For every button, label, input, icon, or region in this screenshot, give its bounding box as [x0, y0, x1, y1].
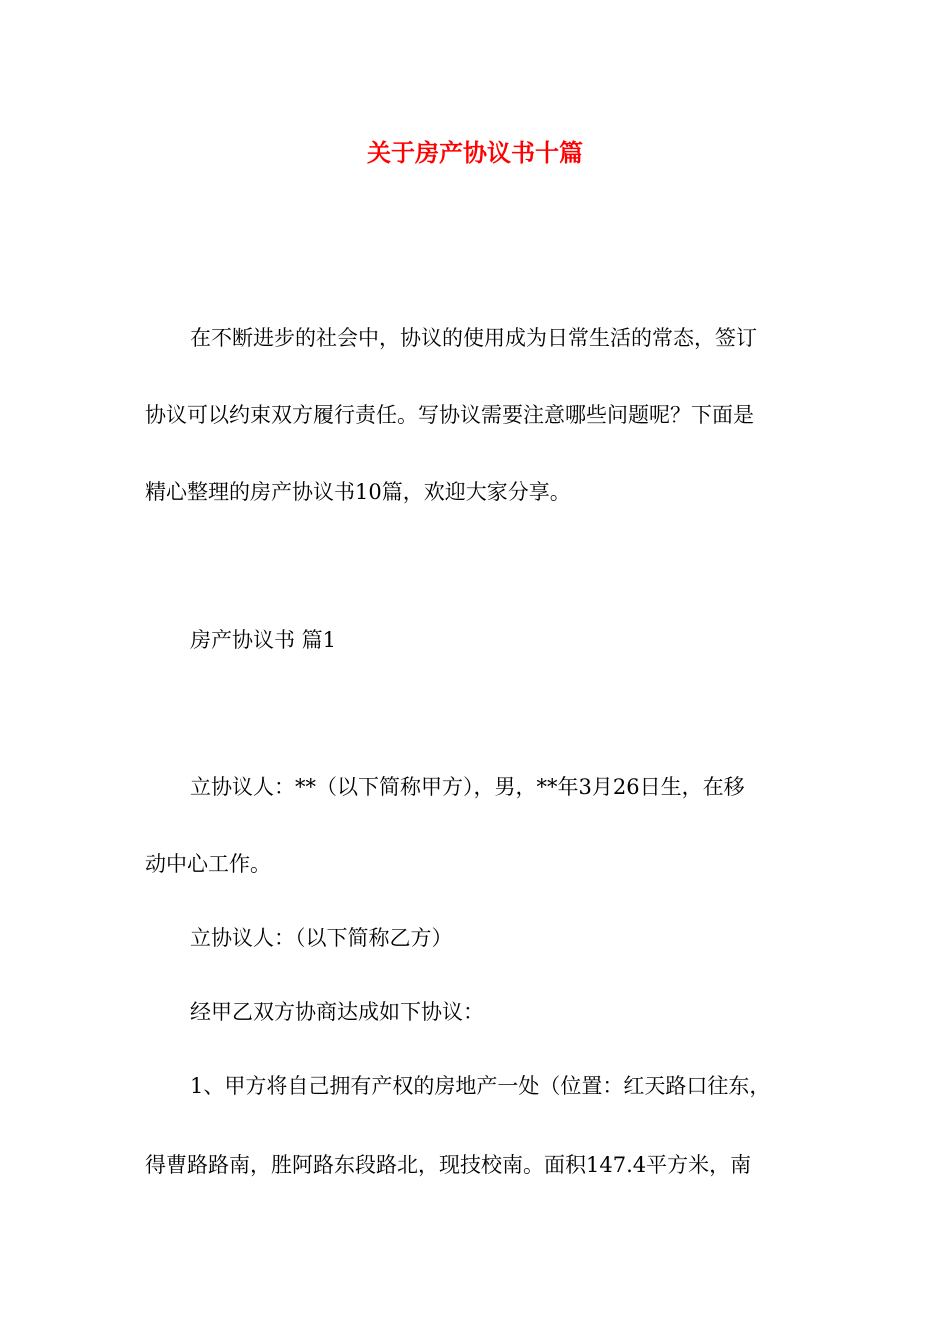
party-a-line-1: 立协议人：**（以下简称甲方），男，**年3月26日生，在移 — [190, 775, 745, 799]
party-a-line-2: 动中心工作。 — [145, 852, 271, 876]
document-title: 关于房产协议书十篇 — [367, 138, 583, 167]
clause-1-line-2: 得曹路路南，胜阿路东段路北，现技校南。面积147.4平方米，南 — [145, 1153, 752, 1177]
agreement-intro: 经甲乙双方协商达成如下协议： — [190, 1000, 484, 1024]
party-b-line: 立协议人：（以下简称乙方） — [190, 926, 453, 950]
intro-line-2: 协议可以约束双方履行责任。写协议需要注意哪些问题呢？下面是 — [145, 403, 754, 427]
clause-1-line-1: 1、甲方将自己拥有产权的房地产一处（位置：红天路口往东， — [190, 1074, 771, 1098]
section-heading: 房产协议书 篇1 — [190, 628, 337, 652]
intro-line-3: 精心整理的房产协议书10篇，欢迎大家分享。 — [145, 480, 571, 504]
intro-line-1: 在不断进步的社会中，协议的使用成为日常生活的常态，签订 — [190, 326, 757, 350]
